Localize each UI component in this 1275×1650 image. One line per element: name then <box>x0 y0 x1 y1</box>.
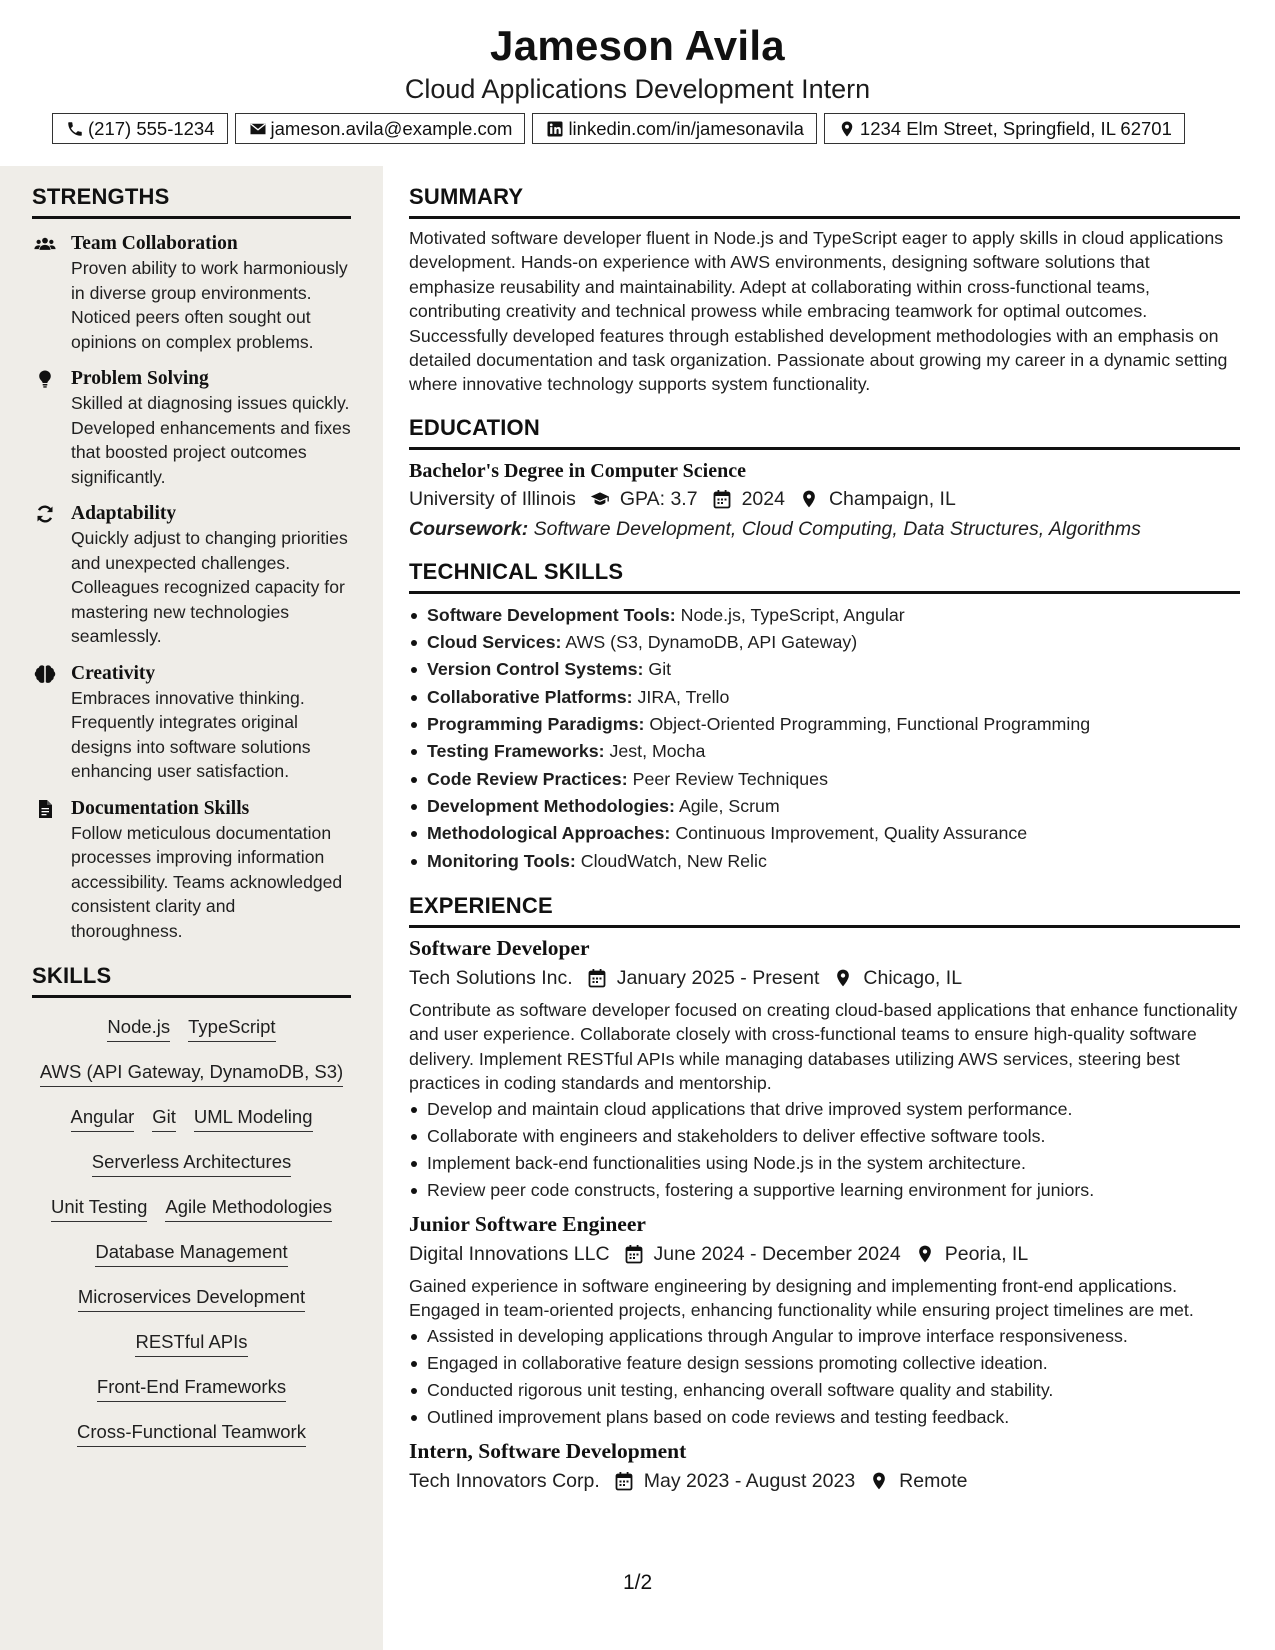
skill-tag: RESTful APIs <box>135 1331 247 1357</box>
contact-email[interactable] <box>235 113 526 144</box>
contact-phone[interactable] <box>52 113 228 144</box>
coursework-label: Coursework: <box>409 517 529 540</box>
summary-section <box>409 184 1240 397</box>
list-item <box>409 766 1240 793</box>
map-pin-icon <box>797 488 821 510</box>
refresh-icon <box>32 503 58 525</box>
graduation-year: 2024 <box>741 487 785 510</box>
job-title: Software Developer <box>409 935 590 960</box>
list-item: Assisted in developing applications through Angular to improve interface responsiveness. <box>409 1323 1240 1350</box>
technical-skills-list <box>409 602 1240 875</box>
map-pin-icon <box>837 119 857 139</box>
strength-item <box>32 232 351 354</box>
skill-tag: Database Management <box>95 1241 287 1267</box>
job-entry <box>409 1212 1240 1431</box>
job-location: Chicago, IL <box>863 966 963 989</box>
list-item <box>409 629 1240 656</box>
list-item <box>409 738 1240 765</box>
job-location: Remote <box>899 1469 968 1492</box>
contact-address[interactable] <box>824 113 1185 144</box>
list-item <box>409 684 1240 711</box>
technical-skills-section <box>409 559 1240 875</box>
skill-tag: Unit Testing <box>51 1196 147 1222</box>
calendar-icon <box>710 488 734 510</box>
job-dates: June 2024 - December 2024 <box>653 1242 901 1265</box>
strength-item <box>32 797 351 944</box>
skill-values: JIRA, Trello <box>637 686 730 707</box>
list-item <box>409 656 1240 683</box>
list-item <box>409 711 1240 738</box>
skill-row <box>32 1233 351 1278</box>
job-description: Gained experience in software engineering by designing and implementing front-end applications. Engaged in team-oriented projects, enhancing functionality while ensuring project timelines are met. <box>409 1275 1194 1321</box>
users-icon <box>32 233 58 255</box>
list-item: Conducted rigorous unit testing, enhancing overall software quality and stability. <box>409 1377 1240 1404</box>
degree-title: Bachelor's Degree in Computer Science <box>409 459 746 482</box>
skills-heading: SKILLS <box>32 963 351 998</box>
map-pin-icon <box>831 967 855 989</box>
job-title: Intern, Software Development <box>409 1438 687 1463</box>
skill-row <box>32 1188 351 1233</box>
envelope-icon <box>248 119 268 139</box>
list-item <box>409 848 1240 875</box>
skill-category: Software Development Tools: <box>427 604 676 625</box>
summary-heading: SUMMARY <box>409 184 1240 219</box>
education-meta <box>409 488 1240 511</box>
skill-values: CloudWatch, New Relic <box>580 850 767 871</box>
skill-row <box>32 1143 351 1188</box>
strength-item <box>32 662 351 784</box>
strength-title: Adaptability <box>71 503 177 524</box>
summary-text: Motivated software developer fluent in Node.js and TypeScript eager to apply skills in cloud applications development. Hands-on experience with AWS environments, designing software solutions that emphasize reusability and maintainability. Adept at collaborating within cross-functional teams, contributing creativity and technical prowess while embracing teamwork for optimal outcomes. Successfully developed features through established development methodologies with an emphasis on detailed documentation and task organization. Passionate about growing my career in a dynamic setting where innovative technology supports system functionality. <box>409 228 1228 395</box>
skill-tag: Front-End Frameworks <box>97 1376 286 1402</box>
contact-bar <box>52 113 1185 144</box>
list-item: Develop and maintain cloud applications that drive improved system performance. <box>409 1096 1240 1123</box>
coursework-text: Software Development, Cloud Computing, Data Structures, Algorithms <box>533 517 1141 540</box>
skill-category: Code Review Practices: <box>427 768 628 789</box>
linkedin-icon <box>545 119 565 139</box>
skill-tag: Serverless Architectures <box>92 1151 291 1177</box>
experience-heading: EXPERIENCE <box>409 893 1240 928</box>
contact-linkedin-text: linkedin.com/in/jamesonavila <box>568 117 804 139</box>
skill-row <box>32 1008 351 1053</box>
job-meta <box>409 1470 1240 1493</box>
strength-description: Follow meticulous documentation processes improving information accessibility. Teams acknowledged consistent clarity and thoroughness. <box>71 822 343 941</box>
strength-title: Problem Solving <box>71 368 209 389</box>
contact-address-text: 1234 Elm Street, Springfield, IL 62701 <box>859 117 1172 139</box>
list-item: Review peer code constructs, fostering a supportive learning environment for juniors. <box>409 1177 1240 1204</box>
gpa: GPA: 3.7 <box>619 487 698 510</box>
skill-tag: Microservices Development <box>78 1286 305 1312</box>
skill-values: Node.js, TypeScript, Angular <box>680 604 905 625</box>
list-item: Collaborate with engineers and stakeholders to deliver effective software tools. <box>409 1123 1240 1150</box>
skill-tag: AWS (API Gateway, DynamoDB, S3) <box>40 1061 343 1087</box>
contact-email-text: jameson.avila@example.com <box>270 117 513 139</box>
strengths-heading: STRENGTHS <box>32 184 351 219</box>
skill-values: Jest, Mocha <box>609 741 706 762</box>
strength-title: Team Collaboration <box>71 233 238 254</box>
sidebar <box>0 166 383 1650</box>
candidate-title: Cloud Applications Development Intern <box>404 74 871 104</box>
calendar-icon <box>612 1470 636 1492</box>
skill-row <box>32 1368 351 1413</box>
company-name: Tech Innovators Corp. <box>409 1469 600 1492</box>
calendar-icon <box>585 967 609 989</box>
skill-row <box>32 1278 351 1323</box>
skill-category: Version Control Systems: <box>427 659 644 680</box>
skill-values: Continuous Improvement, Quality Assurance <box>675 823 1028 844</box>
list-item: Outlined improvement plans based on code reviews and testing feedback. <box>409 1404 1240 1431</box>
skill-values: Object-Oriented Programming, Functional Programming <box>649 714 1091 735</box>
job-entry <box>409 1439 1240 1493</box>
strength-title: Creativity <box>71 662 156 684</box>
list-item <box>409 820 1240 847</box>
skill-values: Agile, Scrum <box>678 795 780 816</box>
job-dates: May 2023 - August 2023 <box>643 1469 856 1492</box>
job-meta <box>409 1243 1240 1266</box>
skill-tag: Node.js <box>107 1016 170 1042</box>
strength-item <box>32 502 351 649</box>
company-name: Tech Solutions Inc. <box>409 966 573 989</box>
job-meta <box>409 967 1240 990</box>
map-pin-icon <box>867 1470 891 1492</box>
coursework-line <box>409 518 1240 541</box>
strength-description: Skilled at diagnosing issues quickly. Developed enhancements and fixes that boosted project outcomes significantly. <box>71 393 351 487</box>
list-item: Engaged in collaborative feature design sessions promoting collective ideation. <box>409 1350 1240 1377</box>
brain-icon <box>32 663 58 685</box>
contact-phone-text: (217) 555-1234 <box>88 117 215 139</box>
skills-list <box>32 1008 351 1458</box>
skill-row <box>32 1053 351 1098</box>
strength-item <box>32 367 351 489</box>
skill-values: Peer Review Techniques <box>632 768 828 789</box>
list-item <box>409 793 1240 820</box>
skill-row <box>32 1098 351 1143</box>
skill-category: Collaborative Platforms: <box>427 686 633 707</box>
company-name: Digital Innovations LLC <box>409 1242 610 1265</box>
lightbulb-icon <box>32 368 58 390</box>
education-heading: EDUCATION <box>409 415 1240 450</box>
skill-tag: Angular <box>71 1106 135 1132</box>
candidate-name: Jameson Avila <box>490 22 785 69</box>
list-item <box>409 602 1240 629</box>
main-content <box>409 166 1240 1493</box>
skill-category: Monitoring Tools: <box>427 850 576 871</box>
list-item: Implement back-end functionalities using Node.js in the system architecture. <box>409 1150 1240 1177</box>
skill-tag: TypeScript <box>188 1016 275 1042</box>
job-dates: January 2025 - Present <box>616 966 820 989</box>
strength-description: Quickly adjust to changing priorities and unexpected challenges. Colleagues recognized capacity for mastering new technologies seamlessly. <box>71 528 348 646</box>
skill-category: Testing Frameworks: <box>427 741 605 762</box>
skill-values: AWS (S3, DynamoDB, API Gateway) <box>565 632 858 653</box>
contact-linkedin[interactable] <box>532 113 816 144</box>
skill-row <box>32 1413 351 1458</box>
skill-tag: UML Modeling <box>194 1106 313 1132</box>
graduation-cap-icon <box>588 488 612 510</box>
experience-section <box>409 893 1240 1493</box>
strength-title: Documentation Skills <box>71 797 250 819</box>
calendar-icon <box>622 1243 646 1265</box>
skill-tag: Git <box>152 1106 176 1132</box>
skill-row <box>32 1323 351 1368</box>
job-entry <box>409 936 1240 1204</box>
map-pin-icon <box>913 1243 937 1265</box>
education-section <box>409 415 1240 541</box>
job-bullets <box>409 1323 1240 1430</box>
technical-skills-heading: TECHNICAL SKILLS <box>409 559 1240 594</box>
skill-category: Cloud Services: <box>427 632 562 653</box>
strength-description: Proven ability to work harmoniously in diverse group environments. Noticed peers often sought out opinions on complex problems. <box>71 258 348 352</box>
skill-tag: Agile Methodologies <box>165 1196 332 1222</box>
job-description: Contribute as software developer focused on creating cloud-based applications that enhance functionality and user experience. Collaborate closely with cross-functional teams to ensure high-quality software delivery. Implement RESTful APIs while managing databases utilizing AWS services, steering best practices in coding standards and mentorship. <box>409 999 1238 1094</box>
job-bullets <box>409 1096 1240 1203</box>
skill-category: Programming Paradigms: <box>427 714 645 735</box>
job-title: Junior Software Engineer <box>409 1211 646 1236</box>
skill-category: Development Methodologies: <box>427 795 675 816</box>
phone-icon <box>65 119 85 139</box>
skill-values: Git <box>648 659 672 680</box>
skill-tag: Cross-Functional Teamwork <box>77 1421 306 1447</box>
page-number: 1/2 <box>623 1571 653 1594</box>
resume-header <box>0 0 1275 166</box>
school-location: Champaign, IL <box>828 487 956 510</box>
skill-category: Methodological Approaches: <box>427 823 671 844</box>
strength-description: Embraces innovative thinking. Frequently integrates original designs into software solutions enhancing user satisfaction. <box>71 687 311 781</box>
school-name: University of Illinois <box>409 487 576 510</box>
job-location: Peoria, IL <box>944 1242 1029 1265</box>
document-icon <box>32 798 58 820</box>
